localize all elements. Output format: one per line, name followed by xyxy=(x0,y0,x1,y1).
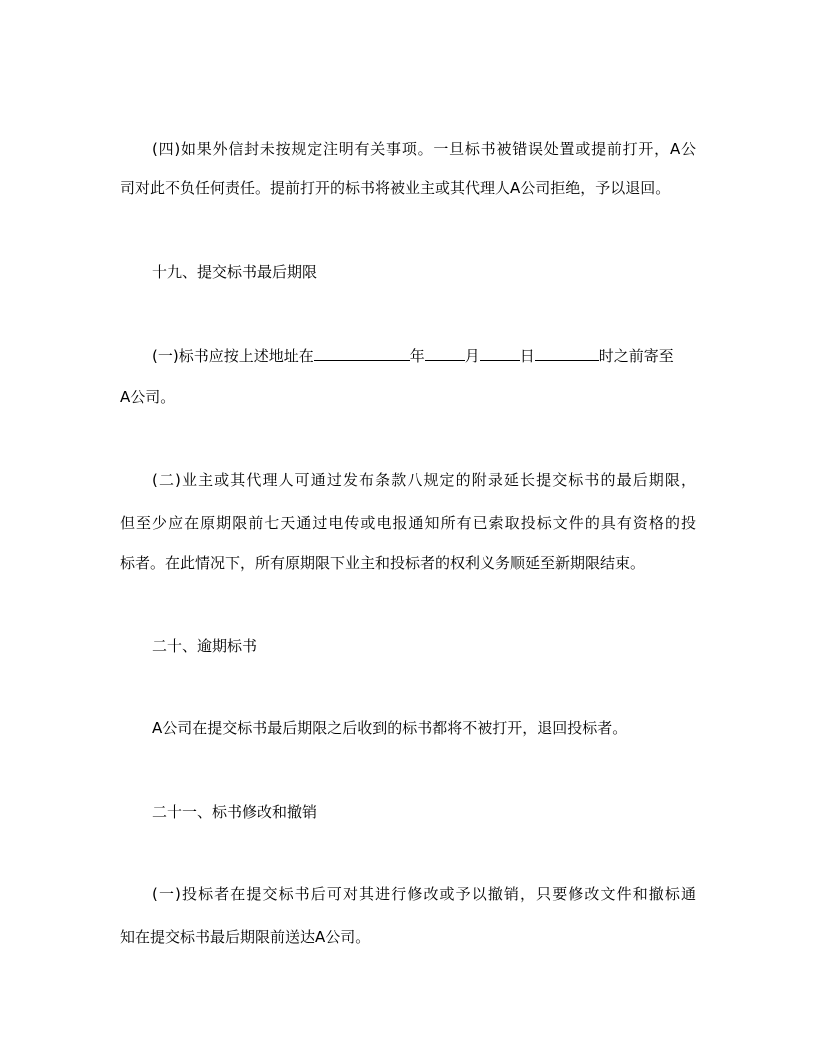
paragraph-19-2-line-3: 标者。在此情况下，所有原期限下业主和投标者的权利义务顺延至新期限结束。 xyxy=(120,554,646,572)
paragraph-20: A公司在提交标书最后期限之后收到的标书都将不被打开，退回投标者。 xyxy=(152,719,628,737)
paragraph-4-line-1: (四)如果外信封未按规定注明有关事项。一旦标书被错误处置或提前打开，A公 xyxy=(152,140,696,158)
day-label: 日 xyxy=(519,347,535,365)
year-label: 年 xyxy=(409,347,425,365)
blank-hour-field xyxy=(535,346,599,361)
blank-date-field xyxy=(314,346,410,361)
blank-month-field xyxy=(425,346,465,361)
month-label: 月 xyxy=(464,347,480,365)
section-heading-20: 二十、逾期标书 xyxy=(152,637,258,655)
paragraph-21-1-line-2: 知在提交标书最后期限前送达A公司。 xyxy=(120,928,371,946)
paragraph-19-1-line-1 xyxy=(152,346,674,366)
paragraph-21-1-line-1: (一)投标者在提交标书后可对其进行修改或予以撤销，只要修改文件和撤标通 xyxy=(152,885,696,903)
section-heading-21: 二十一、标书修改和撤销 xyxy=(152,803,318,821)
section-heading-19: 十九、提交标书最后期限 xyxy=(152,263,318,281)
paragraph-19-1-line-2: A公司。 xyxy=(120,388,176,406)
paragraph-19-2-line-2: 但至少应在原期限前七天通过电传或电报通知所有已索取投标文件的具有资格的投 xyxy=(120,514,696,532)
deadline-text-start: (一)标书应按上述地址在 xyxy=(152,347,314,365)
blank-day-field xyxy=(480,346,520,361)
paragraph-4-line-2: 司对此不负任何责任。提前打开的标书将被业主或其代理人A公司拒绝，予以退回。 xyxy=(120,179,671,197)
deadline-text-end: 时之前寄至 xyxy=(598,347,674,365)
paragraph-19-2-line-1: (二)业主或其代理人可通过发布条款八规定的附录延长提交标书的最后期限， xyxy=(152,471,696,489)
